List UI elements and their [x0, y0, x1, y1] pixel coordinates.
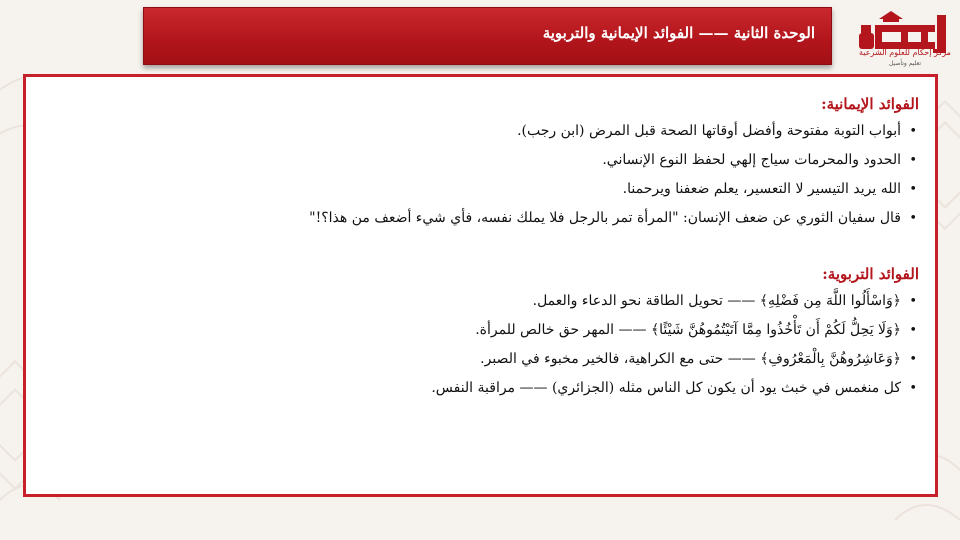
- educational-benefits-list: [42, 291, 919, 399]
- logo-subtitle: مركز إحكام للعلوم الشرعية: [859, 48, 951, 57]
- bullet-icon: •: [909, 211, 917, 226]
- list-item-text: أبواب التوبة مفتوحة وأفضل أوقاتها الصحة قبل المرض (ابن رجب).: [517, 123, 901, 139]
- page-title: الوحدة الثانية —— الفوائد الإيمانية والتربوية: [542, 24, 815, 42]
- list-item: [42, 320, 919, 341]
- list-item: [42, 208, 919, 229]
- section-heading-educational: الفوائد التربوية:: [822, 265, 919, 283]
- list-item: [42, 291, 919, 312]
- list-item: [42, 378, 919, 399]
- list-item-text: ﴿وَلَا يَحِلُّ لَكُمْ أَن تَأْخُذُوا مِمَّا آتَيْتُمُوهُنَّ شَيْئًا﴾ —— المهر حق خالص للمرأة.: [475, 322, 901, 338]
- list-item-text: ﴿وَاسْأَلُوا اللَّهَ مِن فَضْلِهِ﴾ —— تحويل الطاقة نحو الدعاء والعمل.: [532, 293, 901, 309]
- faith-benefits-list: [42, 121, 919, 229]
- bullet-icon: •: [909, 182, 917, 197]
- list-item: [42, 121, 919, 142]
- title-bar: [143, 7, 832, 65]
- content-body: [42, 93, 919, 407]
- list-item-text: قال سفيان الثوري عن ضعف الإنسان: "المرأة تمر بالرجل فلا يملك نفسه، فأي شيء أضعف من هذا؟!": [309, 210, 901, 226]
- list-item-text: ﴿وَعَاشِرُوهُنَّ بِالْمَعْرُوفِ﴾ —— حتى مع الكراهية، فالخير مخبوء في الصبر.: [480, 351, 901, 367]
- bullet-icon: •: [909, 323, 917, 338]
- list-item-text: كل منغمس في خبث يود أن يكون كل الناس مثله (الجزائري) —— مراقبة النفس.: [431, 380, 901, 396]
- list-item: [42, 349, 919, 370]
- bullet-icon: •: [909, 381, 917, 396]
- list-item-text: الحدود والمحرمات سياج إلهي لحفظ النوع الإنساني.: [602, 152, 901, 168]
- bullet-icon: •: [909, 352, 917, 367]
- content-panel: [23, 74, 938, 497]
- list-item: [42, 150, 919, 171]
- logo-tagline: تعليم وتأصيل: [888, 60, 922, 67]
- bullet-icon: •: [909, 294, 917, 309]
- bullet-icon: •: [909, 153, 917, 168]
- list-item: [42, 179, 919, 200]
- bullet-icon: •: [909, 124, 917, 139]
- section-heading-faith: الفوائد الإيمانية:: [821, 95, 919, 113]
- section-spacer: [42, 237, 919, 263]
- list-item-text: الله يريد التيسير لا التعسير، يعلم ضعفنا ويرحمنا.: [622, 181, 901, 197]
